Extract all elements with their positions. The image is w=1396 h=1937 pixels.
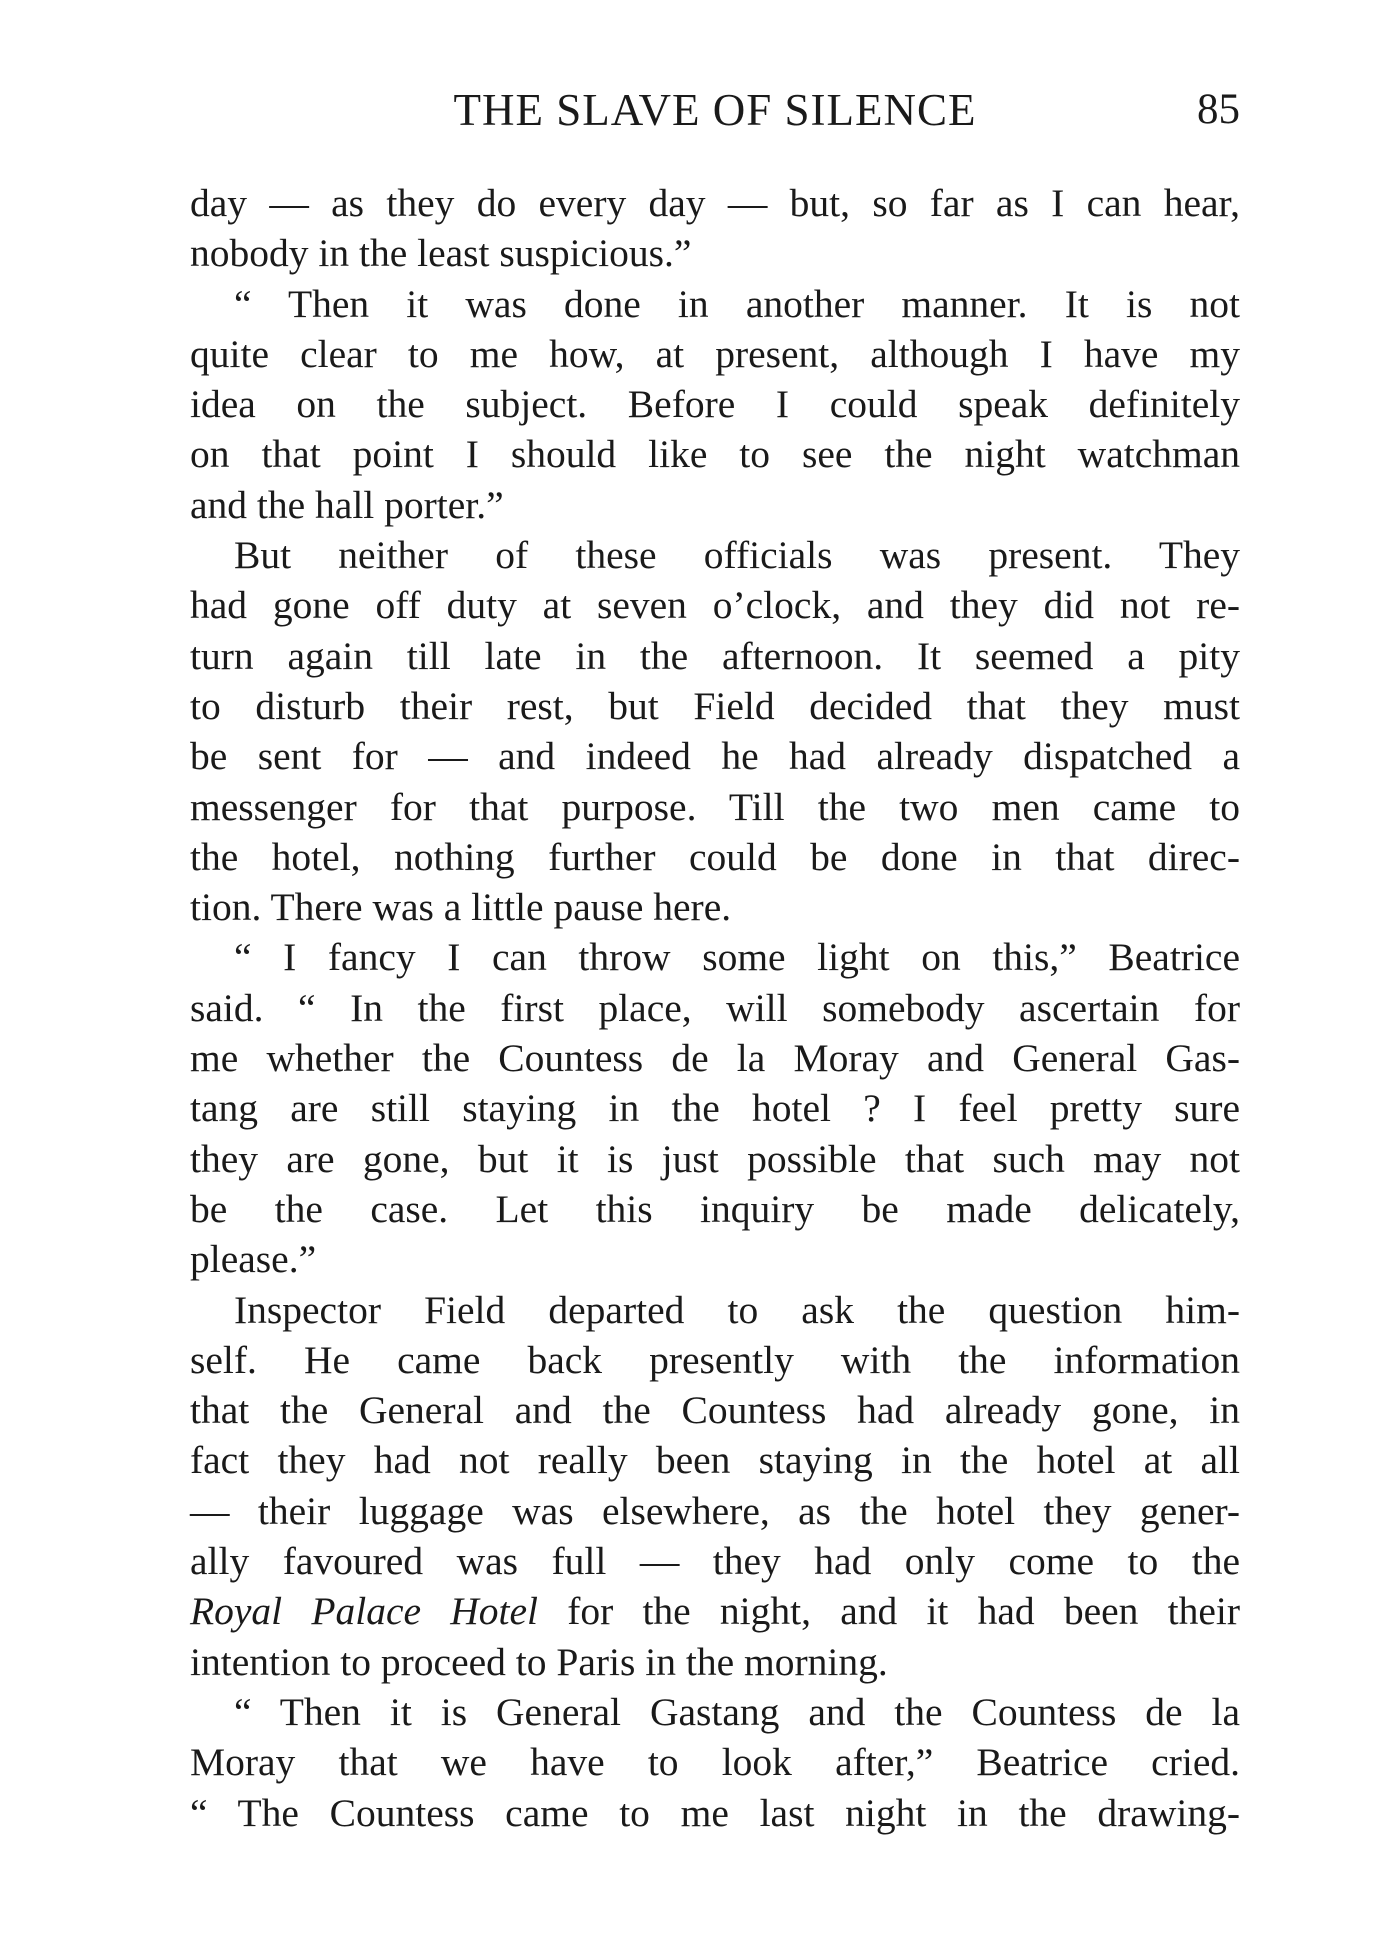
text-fragment: for the night, and it had been their: [537, 1589, 1240, 1634]
text-line: the hotel, nothing further could be done in that direc-: [190, 834, 1240, 879]
page-number: 85: [1197, 86, 1240, 133]
text-line-with-italic: [190, 1586, 1240, 1636]
text-line: quite clear to me how, at present, although I have my: [190, 331, 1240, 376]
paragraph: [190, 178, 1240, 279]
text-line: to disturb their rest, but Field decided that they must: [190, 683, 1240, 728]
paragraph: [190, 279, 1240, 530]
text-line: “ The Countess came to me last night in the drawing-: [190, 1790, 1240, 1835]
text-line: that the General and the Countess had already gone, in: [190, 1388, 1240, 1433]
text-line: on that point I should like to see the night watchman: [190, 432, 1240, 477]
text-line: “ Then it was done in another manner. It is not: [234, 281, 1240, 326]
text-line: idea on the subject. Before I could speak definitely: [190, 382, 1240, 427]
text-line: Moray that we have to look after,” Beatrice cried.: [190, 1740, 1240, 1785]
paragraph: [190, 1687, 1240, 1838]
paragraph: [190, 932, 1240, 1284]
text-line: and the hall porter.”: [190, 482, 504, 527]
text-line: they are gone, but it is just possible that such may not: [190, 1136, 1240, 1181]
text-line: be sent for — and indeed he had already dispatched a: [190, 734, 1240, 779]
running-title: THE SLAVE OF SILENCE: [453, 85, 977, 135]
paragraph: [190, 530, 1240, 932]
text-line: please.”: [190, 1237, 317, 1282]
text-line: me whether the Countess de la Moray and General Gas-: [190, 1036, 1240, 1081]
text-line: turn again till late in the afternoon. It seemed a pity: [190, 633, 1240, 678]
text-line: tang are still staying in the hotel ? I feel pretty sure: [190, 1086, 1240, 1131]
italic-hotel-name: Royal Palace Hotel: [190, 1589, 538, 1634]
text-line: “ Then it is General Gastang and the Countess de la: [234, 1689, 1240, 1734]
text-line: — their luggage was elsewhere, as the hotel they gener-: [190, 1488, 1240, 1533]
text-line: tion. There was a little pause here.: [190, 885, 732, 930]
text-line: ally favoured was full — they had only come to the: [190, 1539, 1240, 1584]
text-line: messenger for that purpose. Till the two men came to: [190, 784, 1240, 829]
body-text: [190, 178, 1240, 1838]
text-line: nobody in the least suspicious.”: [190, 231, 692, 276]
text-line: Inspector Field departed to ask the question him-: [234, 1287, 1240, 1332]
text-line: self. He came back presently with the information: [190, 1337, 1240, 1382]
text-line: said. “ In the first place, will somebody ascertain for: [190, 985, 1240, 1030]
running-head: [190, 80, 1240, 140]
text-line: had gone off duty at seven o’clock, and they did not re-: [190, 583, 1240, 628]
text-line: But neither of these officials was present. They: [234, 533, 1240, 578]
paragraph: [190, 1285, 1240, 1687]
text-line: “ I fancy I can throw some light on this,” Beatrice: [234, 935, 1240, 980]
text-line: fact they had not really been staying in the hotel at all: [190, 1438, 1240, 1483]
text-line: be the case. Let this inquiry be made delicately,: [190, 1186, 1240, 1231]
text-line: intention to proceed to Paris in the morning.: [190, 1639, 888, 1684]
text-line: day — as they do every day — but, so far as I can hear,: [190, 181, 1240, 225]
